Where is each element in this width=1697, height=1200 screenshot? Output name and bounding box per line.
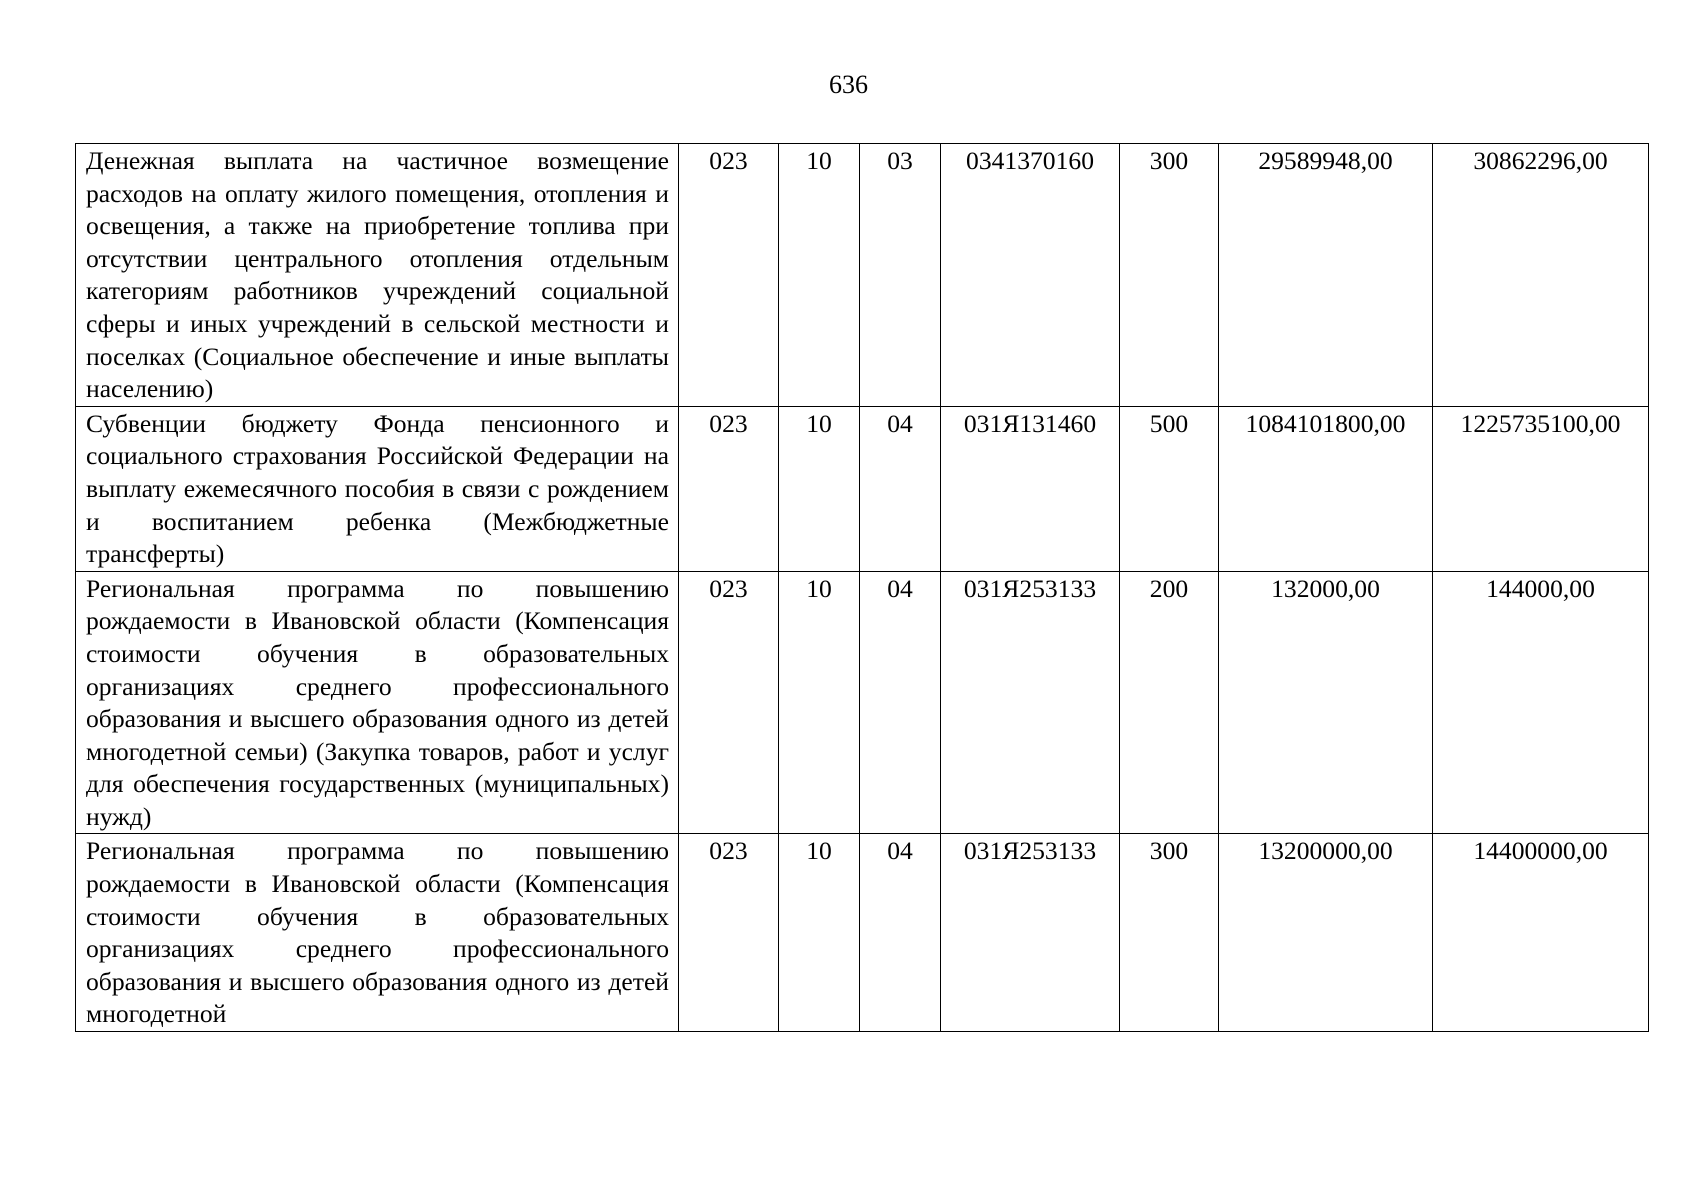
expense-type-cell: 200	[1120, 571, 1219, 834]
amount-year2-cell: 144000,00	[1433, 571, 1649, 834]
ministry-code-cell: 023	[679, 834, 779, 1032]
amount-year2-cell: 1225735100,00	[1433, 406, 1649, 571]
table-row	[76, 144, 1649, 407]
amount-year1-cell: 13200000,00	[1219, 834, 1433, 1032]
ministry-code-cell: 023	[679, 406, 779, 571]
target-article-cell: 0341370160	[941, 144, 1120, 407]
table-row	[76, 571, 1649, 834]
section-code-cell: 10	[779, 571, 860, 834]
target-article-cell: 031Я253133	[941, 834, 1120, 1032]
subsection-code-cell: 03	[860, 144, 941, 407]
table-row	[76, 406, 1649, 571]
subsection-code-cell: 04	[860, 571, 941, 834]
amount-year2-cell: 14400000,00	[1433, 834, 1649, 1032]
expense-name-cell: Региональная программа по повышению рождаемости в Ивановской области (Компенсация стоимости обучения в образовательных организациях среднего профессионального образования и высшего образования одного из детей многодетной	[76, 834, 679, 1032]
ministry-code-cell: 023	[679, 144, 779, 407]
table-row	[76, 834, 1649, 1032]
section-code-cell: 10	[779, 144, 860, 407]
amount-year1-cell: 132000,00	[1219, 571, 1433, 834]
expense-type-cell: 300	[1120, 144, 1219, 407]
expense-type-cell: 500	[1120, 406, 1219, 571]
expense-name-cell: Денежная выплата на частичное возмещение расходов на оплату жилого помещения, отопления и освещения, а также на приобретение топлива при отсутствии центрального отопления отдельным категориям работников учреждений социальной сферы и иных учреждений в сельской местности и поселках (Социальное обеспечение и иные выплаты населению)	[76, 144, 679, 407]
page-number: 636	[829, 70, 868, 99]
amount-year1-cell: 1084101800,00	[1219, 406, 1433, 571]
ministry-code-cell: 023	[679, 571, 779, 834]
expense-type-cell: 300	[1120, 834, 1219, 1032]
section-code-cell: 10	[779, 834, 860, 1032]
target-article-cell: 031Я253133	[941, 571, 1120, 834]
expense-name-cell: Субвенции бюджету Фонда пенсионного и социального страхования Российской Федерации на выплату ежемесячного пособия в связи с рождением и воспитанием ребенка (Межбюджетные трансферты)	[76, 406, 679, 571]
amount-year2-cell: 30862296,00	[1433, 144, 1649, 407]
amount-year1-cell: 29589948,00	[1219, 144, 1433, 407]
target-article-cell: 031Я131460	[941, 406, 1120, 571]
section-code-cell: 10	[779, 406, 860, 571]
budget-table	[75, 143, 1649, 1032]
subsection-code-cell: 04	[860, 406, 941, 571]
expense-name-cell: Региональная программа по повышению рождаемости в Ивановской области (Компенсация стоимости обучения в образовательных организациях среднего профессионального образования и высшего образования одного из детей многодетной семьи) (Закупка товаров, работ и услуг для обеспечения государственных (муниципальных) нужд)	[76, 571, 679, 834]
subsection-code-cell: 04	[860, 834, 941, 1032]
